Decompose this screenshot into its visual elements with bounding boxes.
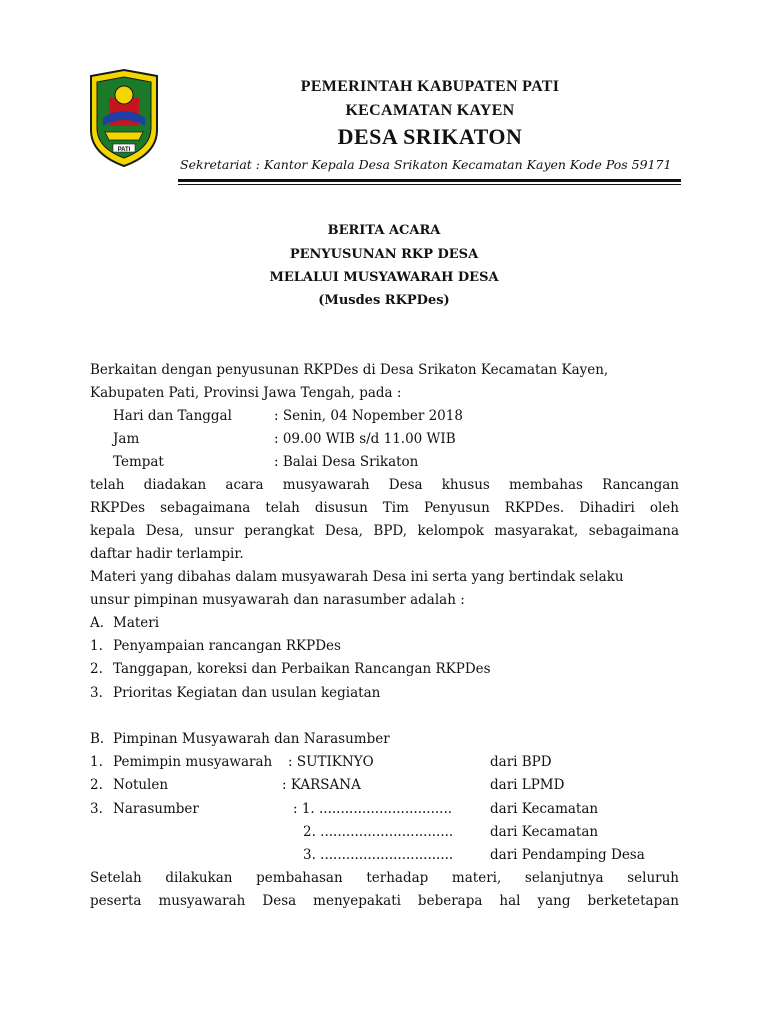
closing-line: Setelah dilakukan pembahasan terhadap materi, selanjutnya seluruh [90, 870, 679, 886]
paragraph-2-line: Materi yang dibahas dalam musyawarah Desa ini serta yang bertindak selaku [90, 569, 624, 585]
kop-line-3: DESA SRIKATON [337, 124, 523, 149]
row-number: 3. [90, 801, 103, 817]
paragraph-1-line: daftar hadir terlampir. [90, 546, 244, 562]
row-origin: dari Pendamping Desa [490, 847, 645, 863]
paragraph-1-line: telah diadakan acara musyawarah Desa khusus membahas Rancangan [90, 477, 679, 493]
row-origin: dari Kecamatan [490, 824, 599, 840]
section-a-number: A. [90, 615, 105, 631]
title-line-2: PENYUSUNAN RKP DESA [289, 247, 479, 262]
list-item: Penyampaian rancangan RKPDes [113, 638, 341, 654]
list-item: Tanggapan, koreksi dan Perbaikan Rancangan RKPDes [113, 661, 491, 677]
detail-label: Jam [113, 431, 140, 447]
row-role: Narasumber [113, 801, 199, 817]
detail-label: Hari dan Tanggal [113, 408, 232, 424]
list-item-number: 1. [90, 638, 103, 654]
row-name: : 1. ............................... [293, 801, 453, 817]
detail-value: : Senin, 04 Nopember 2018 [274, 408, 463, 424]
paragraph-2-line: unsur pimpinan musyawarah dan narasumber adalah : [90, 592, 465, 608]
title-line-3: MELALUI MUSYAWARAH DESA [269, 270, 499, 285]
row-number: 2. [90, 777, 103, 793]
sekretariat-address: Sekretariat : Kantor Kepala Desa Srikaton Kecamatan Kayen Kode Pos 59171 [180, 157, 672, 172]
row-role: Pemimpin musyawarah [113, 754, 273, 770]
row-role: Notulen [113, 777, 169, 793]
paragraph-1-line: kepala Desa, unsur perangkat Desa, BPD, kelompok masyarakat, sebagaimana [90, 523, 679, 539]
row-name: : SUTIKNYO [288, 754, 374, 770]
row-name: : KARSANA [282, 777, 361, 793]
logo-text: PATI [117, 147, 131, 153]
row-name: 3. ............................... [303, 847, 454, 863]
kop-line-2: KECAMATAN KAYEN [345, 102, 515, 119]
list-item-number: 3. [90, 685, 103, 701]
row-name: 2. ............................... [303, 824, 454, 840]
intro-line-2: Kabupaten Pati, Provinsi Jawa Tengah, pada : [90, 385, 402, 401]
row-origin: dari LPMD [490, 777, 565, 793]
letterhead-rule-thick [178, 179, 681, 182]
title-line-1: BERITA ACARA [327, 223, 441, 238]
section-a-heading: Materi [113, 615, 160, 631]
intro-line-1: Berkaitan dengan penyusunan RKPDes di Desa Srikaton Kecamatan Kayen, [90, 362, 609, 378]
letterhead-rule-thin [178, 184, 681, 185]
row-number: 1. [90, 754, 103, 770]
pati-regency-logo [87, 68, 161, 168]
row-origin: dari BPD [490, 754, 552, 770]
row-origin: dari Kecamatan [490, 801, 599, 817]
paragraph-1-line: RKPDes sebagaimana telah disusun Tim Penyusun RKPDes. Dihadiri oleh [90, 500, 679, 516]
detail-value: : Balai Desa Srikaton [274, 454, 419, 470]
detail-value: : 09.00 WIB s/d 11.00 WIB [274, 431, 456, 447]
section-b-number: B. [90, 731, 105, 747]
title-line-4: (Musdes RKPDes) [318, 293, 450, 308]
list-item-number: 2. [90, 661, 103, 677]
list-item: Prioritas Kegiatan dan usulan kegiatan [113, 685, 381, 701]
kop-line-1: PEMERINTAH KABUPATEN PATI [300, 78, 560, 95]
detail-label: Tempat [113, 454, 164, 470]
section-b-heading: Pimpinan Musyawarah dan Narasumber [113, 731, 390, 747]
closing-line: peserta musyawarah Desa menyepakati beberapa hal yang berketetapan [90, 893, 679, 909]
